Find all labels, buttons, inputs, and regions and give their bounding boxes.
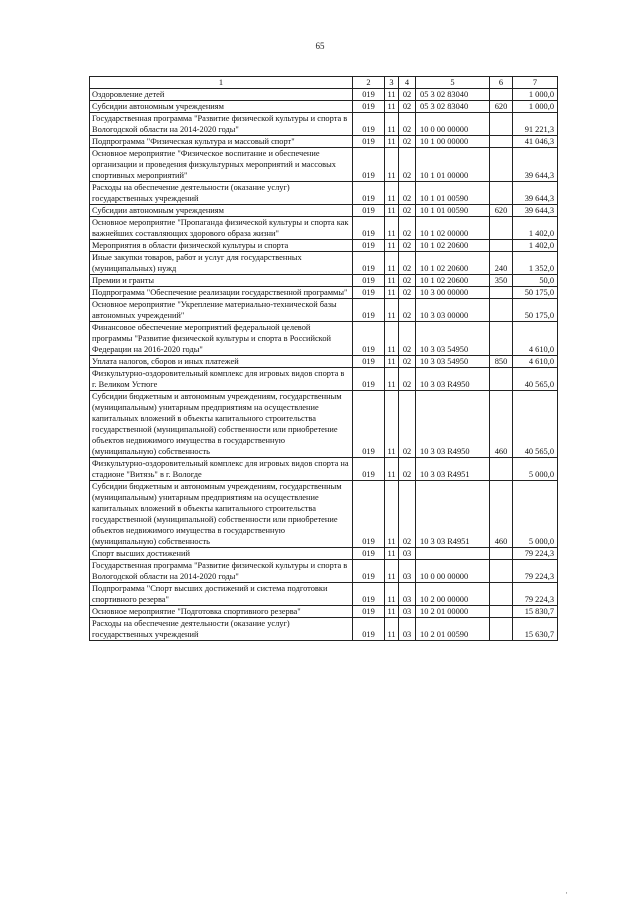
header-cell: 3 [385, 77, 399, 89]
header-cell: 2 [353, 77, 385, 89]
row-expense-type-cell [490, 548, 513, 560]
row-name-cell: Подпрограмма "Обеспечение реализации государственной программы" [90, 287, 353, 299]
row-amount-cell: 40 565,0 [513, 391, 558, 458]
header-cell: 1 [90, 77, 353, 89]
row-grbs-cell: 019 [353, 481, 385, 548]
row-subsection-cell: 03 [399, 618, 416, 641]
row-grbs-cell: 019 [353, 548, 385, 560]
header-cell: 4 [399, 77, 416, 89]
row-grbs-cell: 019 [353, 182, 385, 205]
row-section-cell: 11 [385, 322, 399, 356]
row-name-cell: Основное мероприятие "Укрепление материально-технической базы автономных учреждений" [90, 299, 353, 322]
row-expense-type-cell [490, 299, 513, 322]
row-amount-cell: 1 000,0 [513, 101, 558, 113]
row-target-article-cell: 10 1 01 00590 [416, 205, 490, 217]
table-row [90, 217, 558, 240]
row-section-cell: 11 [385, 481, 399, 548]
row-amount-cell: 39 644,3 [513, 205, 558, 217]
row-subsection-cell: 03 [399, 560, 416, 583]
row-subsection-cell: 02 [399, 136, 416, 148]
row-target-article-cell: 10 3 03 00000 [416, 299, 490, 322]
row-subsection-cell: 02 [399, 458, 416, 481]
row-grbs-cell: 019 [353, 217, 385, 240]
row-section-cell: 11 [385, 240, 399, 252]
table-row [90, 205, 558, 217]
row-name-cell: Мероприятия в области физической культуры и спорта [90, 240, 353, 252]
table-row [90, 287, 558, 299]
row-subsection-cell: 03 [399, 548, 416, 560]
table-row [90, 391, 558, 458]
row-name-cell: Подпрограмма "Физическая культура и массовый спорт" [90, 136, 353, 148]
row-section-cell: 11 [385, 275, 399, 287]
row-section-cell: 11 [385, 368, 399, 391]
row-target-article-cell: 10 0 00 00000 [416, 113, 490, 136]
table-row [90, 560, 558, 583]
row-name-cell: Премии и гранты [90, 275, 353, 287]
row-expense-type-cell [490, 560, 513, 583]
row-name-cell: Подпрограмма "Спорт высших достижений и система подготовки спортивного резерва" [90, 583, 353, 606]
row-target-article-cell: 10 1 02 00000 [416, 217, 490, 240]
row-section-cell: 11 [385, 618, 399, 641]
row-target-article-cell: 10 3 00 00000 [416, 287, 490, 299]
table-row [90, 148, 558, 182]
row-expense-type-cell [490, 113, 513, 136]
row-expense-type-cell [490, 287, 513, 299]
row-expense-type-cell [490, 322, 513, 356]
row-section-cell: 11 [385, 583, 399, 606]
row-expense-type-cell [490, 240, 513, 252]
table-row [90, 299, 558, 322]
row-grbs-cell: 019 [353, 89, 385, 101]
row-target-article-cell: 10 1 00 00000 [416, 136, 490, 148]
row-amount-cell: 79 224,3 [513, 548, 558, 560]
footer-mark: · [565, 888, 568, 898]
row-expense-type-cell [490, 148, 513, 182]
row-section-cell: 11 [385, 606, 399, 618]
row-amount-cell: 5 000,0 [513, 458, 558, 481]
row-subsection-cell: 02 [399, 391, 416, 458]
row-name-cell: Субсидии бюджетным и автономным учреждениям, государственным (муниципальным) унитарным предприятиям на осуществление капитальных вложений в объекты капитального строительства государственной (муниципальной) собственности или приобретение объектов недвижимого имущества в государственную (муниципальную) собственность [90, 481, 353, 548]
table-body [90, 89, 558, 641]
row-expense-type-cell [490, 182, 513, 205]
table-row [90, 275, 558, 287]
row-amount-cell: 41 046,3 [513, 136, 558, 148]
row-name-cell: Основное мероприятие "Физическое воспитание и обеспечение организации и проведения физкультурных мероприятий и массовых спортивных мероприятий" [90, 148, 353, 182]
row-name-cell: Субсидии автономным учреждениям [90, 205, 353, 217]
row-amount-cell: 15 630,7 [513, 618, 558, 641]
row-section-cell: 11 [385, 356, 399, 368]
row-section-cell: 11 [385, 101, 399, 113]
row-section-cell: 11 [385, 560, 399, 583]
header-cell: 6 [490, 77, 513, 89]
table-row [90, 89, 558, 101]
row-subsection-cell: 02 [399, 113, 416, 136]
row-target-article-cell: 10 3 03 R4950 [416, 368, 490, 391]
row-grbs-cell: 019 [353, 606, 385, 618]
row-grbs-cell: 019 [353, 205, 385, 217]
row-grbs-cell: 019 [353, 560, 385, 583]
row-name-cell: Оздоровление детей [90, 89, 353, 101]
row-amount-cell: 1 402,0 [513, 217, 558, 240]
row-amount-cell: 5 000,0 [513, 481, 558, 548]
table-row [90, 548, 558, 560]
row-amount-cell: 50 175,0 [513, 299, 558, 322]
row-grbs-cell: 019 [353, 618, 385, 641]
row-section-cell: 11 [385, 287, 399, 299]
row-target-article-cell [416, 548, 490, 560]
row-amount-cell: 1 402,0 [513, 240, 558, 252]
row-subsection-cell: 02 [399, 368, 416, 391]
row-name-cell: Финансовое обеспечение мероприятий федеральной целевой программы "Развитие физической культуры и спорта в Российской Федерации на 2016-2020 годы" [90, 322, 353, 356]
header-cell: 7 [513, 77, 558, 89]
table-row [90, 606, 558, 618]
table-row [90, 252, 558, 275]
table-row [90, 240, 558, 252]
row-expense-type-cell [490, 217, 513, 240]
row-section-cell: 11 [385, 217, 399, 240]
header-row [90, 77, 558, 89]
row-subsection-cell: 02 [399, 217, 416, 240]
row-expense-type-cell: 620 [490, 205, 513, 217]
row-subsection-cell: 02 [399, 252, 416, 275]
row-expense-type-cell [490, 458, 513, 481]
row-expense-type-cell: 240 [490, 252, 513, 275]
row-grbs-cell: 019 [353, 583, 385, 606]
row-grbs-cell: 019 [353, 356, 385, 368]
row-amount-cell: 79 224,3 [513, 583, 558, 606]
row-grbs-cell: 019 [353, 458, 385, 481]
row-subsection-cell: 02 [399, 356, 416, 368]
budget-table [89, 76, 558, 641]
row-subsection-cell: 02 [399, 299, 416, 322]
row-subsection-cell: 02 [399, 322, 416, 356]
row-amount-cell: 50 175,0 [513, 287, 558, 299]
row-name-cell: Основное мероприятие "Пропаганда физической культуры и спорта как важнейших составляющих здорового образа жизни" [90, 217, 353, 240]
row-section-cell: 11 [385, 89, 399, 101]
row-expense-type-cell [490, 368, 513, 391]
row-section-cell: 11 [385, 458, 399, 481]
table-row [90, 182, 558, 205]
row-expense-type-cell: 850 [490, 356, 513, 368]
row-amount-cell: 91 221,3 [513, 113, 558, 136]
row-target-article-cell: 10 3 03 R4950 [416, 391, 490, 458]
row-name-cell: Расходы на обеспечение деятельности (оказание услуг) государственных учреждений [90, 182, 353, 205]
row-grbs-cell: 019 [353, 287, 385, 299]
row-section-cell: 11 [385, 182, 399, 205]
row-subsection-cell: 02 [399, 148, 416, 182]
row-target-article-cell: 10 1 02 20600 [416, 252, 490, 275]
row-name-cell: Физкультурно-оздоровительный комплекс для игровых видов спорта на стадионе "Витязь" в г. Вологде [90, 458, 353, 481]
row-section-cell: 11 [385, 148, 399, 182]
table-row [90, 113, 558, 136]
row-target-article-cell: 10 1 02 20600 [416, 240, 490, 252]
table-row [90, 101, 558, 113]
row-target-article-cell: 10 3 03 R4951 [416, 481, 490, 548]
row-grbs-cell: 019 [353, 275, 385, 287]
row-grbs-cell: 019 [353, 252, 385, 275]
row-subsection-cell: 02 [399, 240, 416, 252]
row-amount-cell: 15 830,7 [513, 606, 558, 618]
row-target-article-cell: 10 1 01 00590 [416, 182, 490, 205]
row-name-cell: Спорт высших достижений [90, 548, 353, 560]
row-name-cell: Физкультурно-оздоровительный комплекс для игровых видов спорта в г. Великом Устюге [90, 368, 353, 391]
row-subsection-cell: 02 [399, 101, 416, 113]
row-target-article-cell: 10 2 01 00000 [416, 606, 490, 618]
row-amount-cell: 39 644,3 [513, 182, 558, 205]
row-subsection-cell: 02 [399, 89, 416, 101]
row-expense-type-cell [490, 89, 513, 101]
row-section-cell: 11 [385, 252, 399, 275]
row-expense-type-cell [490, 606, 513, 618]
row-grbs-cell: 019 [353, 391, 385, 458]
row-subsection-cell: 02 [399, 481, 416, 548]
row-name-cell: Иные закупки товаров, работ и услуг для государственных (муниципальных) нужд [90, 252, 353, 275]
row-expense-type-cell [490, 136, 513, 148]
row-grbs-cell: 019 [353, 101, 385, 113]
row-expense-type-cell: 460 [490, 481, 513, 548]
row-grbs-cell: 019 [353, 240, 385, 252]
row-target-article-cell: 10 2 01 00590 [416, 618, 490, 641]
row-amount-cell: 1 352,0 [513, 252, 558, 275]
row-subsection-cell: 02 [399, 287, 416, 299]
row-section-cell: 11 [385, 548, 399, 560]
row-name-cell: Расходы на обеспечение деятельности (оказание услуг) государственных учреждений [90, 618, 353, 641]
row-expense-type-cell: 350 [490, 275, 513, 287]
row-amount-cell: 50,0 [513, 275, 558, 287]
table-row [90, 356, 558, 368]
row-grbs-cell: 019 [353, 136, 385, 148]
table-row [90, 136, 558, 148]
table-row [90, 583, 558, 606]
row-amount-cell: 79 224,3 [513, 560, 558, 583]
row-grbs-cell: 019 [353, 322, 385, 356]
row-expense-type-cell [490, 583, 513, 606]
row-section-cell: 11 [385, 205, 399, 217]
row-target-article-cell: 10 3 03 R4951 [416, 458, 490, 481]
table-row [90, 618, 558, 641]
row-name-cell: Государственная программа "Развитие физической культуры и спорта в Вологодской области на 2014-2020 годы" [90, 113, 353, 136]
header-cell: 5 [416, 77, 490, 89]
table-row [90, 481, 558, 548]
row-target-article-cell: 10 0 00 00000 [416, 560, 490, 583]
row-name-cell: Уплата налогов, сборов и иных платежей [90, 356, 353, 368]
table-row [90, 458, 558, 481]
row-expense-type-cell: 620 [490, 101, 513, 113]
row-subsection-cell: 02 [399, 205, 416, 217]
row-section-cell: 11 [385, 391, 399, 458]
row-amount-cell: 4 610,0 [513, 356, 558, 368]
page-number: 65 [315, 41, 325, 51]
row-grbs-cell: 019 [353, 368, 385, 391]
row-amount-cell: 1 000,0 [513, 89, 558, 101]
row-target-article-cell: 10 2 00 00000 [416, 583, 490, 606]
row-expense-type-cell [490, 618, 513, 641]
row-target-article-cell: 05 3 02 83040 [416, 89, 490, 101]
row-grbs-cell: 019 [353, 299, 385, 322]
table-row [90, 368, 558, 391]
row-name-cell: Субсидии автономным учреждениям [90, 101, 353, 113]
row-target-article-cell: 10 3 03 54950 [416, 356, 490, 368]
row-subsection-cell: 02 [399, 275, 416, 287]
table-row [90, 322, 558, 356]
row-amount-cell: 39 644,3 [513, 148, 558, 182]
row-grbs-cell: 019 [353, 148, 385, 182]
row-target-article-cell: 10 1 02 20600 [416, 275, 490, 287]
row-name-cell: Государственная программа "Развитие физической культуры и спорта в Вологодской области на 2014-2020 годы" [90, 560, 353, 583]
row-target-article-cell: 10 3 03 54950 [416, 322, 490, 356]
row-target-article-cell: 05 3 02 83040 [416, 101, 490, 113]
row-expense-type-cell: 460 [490, 391, 513, 458]
row-name-cell: Основное мероприятие "Подготовка спортивного резерва" [90, 606, 353, 618]
table-header [90, 77, 558, 89]
row-name-cell: Субсидии бюджетным и автономным учреждениям, государственным (муниципальным) унитарным предприятиям на осуществление капитальных вложений в объекты капитального строительства государственной (муниципальной) собственности или приобретение объектов недвижимого имущества в государственную (муниципальную) собственность [90, 391, 353, 458]
row-amount-cell: 40 565,0 [513, 368, 558, 391]
row-grbs-cell: 019 [353, 113, 385, 136]
row-subsection-cell: 03 [399, 583, 416, 606]
row-subsection-cell: 02 [399, 182, 416, 205]
row-subsection-cell: 03 [399, 606, 416, 618]
row-section-cell: 11 [385, 299, 399, 322]
row-section-cell: 11 [385, 113, 399, 136]
row-section-cell: 11 [385, 136, 399, 148]
row-target-article-cell: 10 1 01 00000 [416, 148, 490, 182]
row-amount-cell: 4 610,0 [513, 322, 558, 356]
